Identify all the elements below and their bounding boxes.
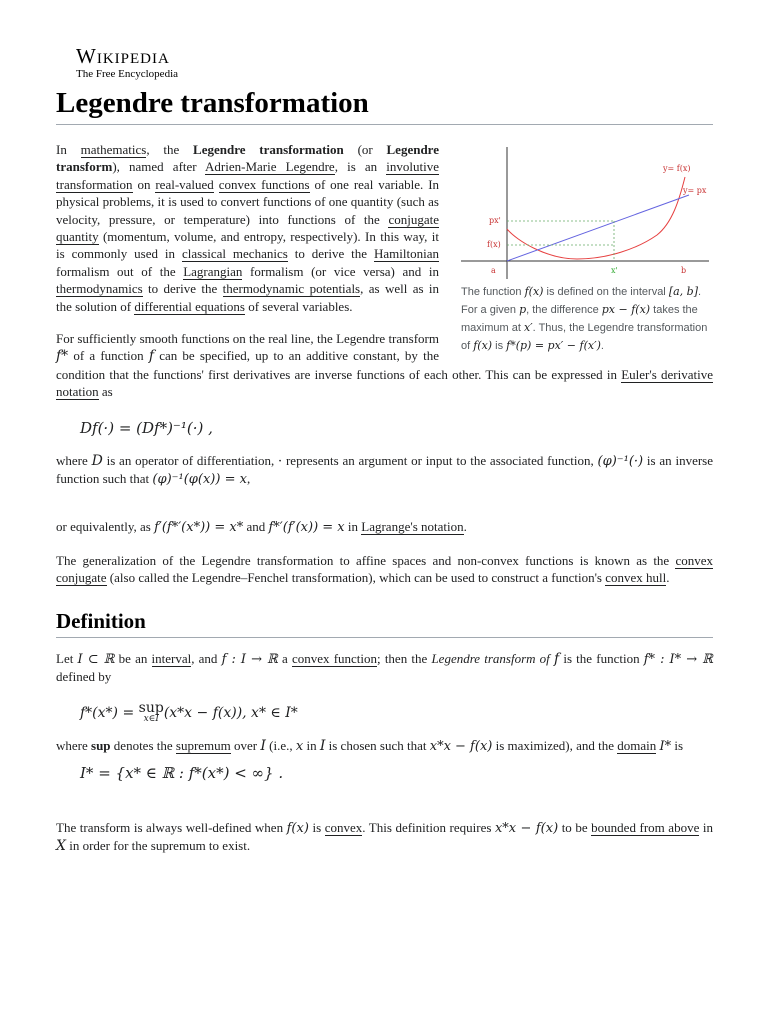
- link-supremum[interactable]: supremum: [175, 737, 231, 753]
- link-thermodynamics[interactable]: thermodynamics: [56, 281, 143, 297]
- link-convex-conjugate[interactable]: convex conjugate: [56, 552, 713, 586]
- link-convex-functions[interactable]: convex functions: [218, 176, 310, 192]
- paragraph-where-d: where D is an operator of differentiation, · represents an argument or input to the associated function, (φ)⁻¹(·) is an inverse function such that (φ)⁻¹(φ(x)) = x,: [56, 452, 713, 487]
- figure: [457, 141, 713, 355]
- label-y-fx: y= f(x): [663, 163, 691, 173]
- paragraph-generalization: The generalization of the Legendre transformation to affine spaces and non-convex functions is known as the convex conjugate (also called the Legendre–Fenchel transformation), which can be used to construct a function's convex hull.: [56, 552, 713, 586]
- label-a: a: [491, 265, 496, 275]
- label-b: b: [681, 265, 687, 275]
- page-title: Legendre transformation: [56, 88, 713, 125]
- link-euler-notation[interactable]: Euler's derivative notation: [56, 366, 713, 400]
- link-interval[interactable]: interval: [151, 650, 192, 666]
- link-convex-hull[interactable]: convex hull: [605, 570, 667, 586]
- link-transformation[interactable]: transformation: [56, 176, 133, 192]
- label-fx: f(x): [487, 239, 501, 249]
- link-conjugate-quantity[interactable]: conjugate quantity: [56, 211, 439, 244]
- equation-euler: Df(·) = (Df*)⁻¹(·) ,: [80, 418, 213, 437]
- paragraph-well-defined: The transform is always well-defined when f(x) is convex. This definition requires x*x − f(x) to be bounded from above in X in order for the supremum to exist.: [56, 820, 713, 855]
- equation-definition: f*(x*) = sup x∈I (x*x − f(x)), x* ∈ I*: [80, 699, 298, 724]
- label-y-px: y= px: [683, 185, 707, 195]
- link-thermodynamic-potentials[interactable]: thermodynamic potentials: [222, 281, 361, 297]
- equation-domain: I* = {x* ∈ ℝ : f*(x*) < ∞} .: [80, 764, 284, 783]
- link-convex-function[interactable]: convex function: [291, 650, 378, 666]
- paragraph-lagrange: or equivalently, as f′(f*′(x*)) = x* and f*′(f′(x)) = x in Lagrange's notation.: [56, 519, 467, 536]
- paragraph-definition: Let I ⊂ ℝ be an interval, and f : I → ℝ a convex function; then the Legendre transform of f is the function f* : I* → ℝ defined by: [56, 650, 713, 685]
- article: [56, 46, 713, 871]
- link-lagrange-notation[interactable]: Lagrange's notation: [361, 519, 464, 535]
- paragraph-smooth: For sufficiently smooth functions on the real line, the Legendre transform f* of a function f can be specified, up to an additive constant, by the condition that the functions' first derivatives are inverse functions of each other. This can be expressed in Euler's derivative notation as: [56, 330, 713, 400]
- label-px-prime: px': [489, 215, 501, 225]
- link-convex[interactable]: convex: [324, 820, 363, 836]
- line-px: [507, 195, 689, 261]
- intro-paragraph: In mathematics, the Legendre transformation (or Legendre transform), named after Adrien-Marie Legendre, is an involutive transformation on real-valued convex functions of one real variable. In physical problems, it is used to convert functions of one quantity (such as velocity, pressure, or temperature) into functions of the conjugate quantity (momentum, volume, and entropy, respectively). In this way, it is commonly used in classical mechanics to derive the Hamiltonian formalism out of the Lagrangian formalism (or vice versa) and in thermodynamics to derive the thermodynamic potentials, as well as in the solution of differential equations of several variables.: [56, 141, 440, 314]
- link-hamiltonian[interactable]: Hamiltonian: [374, 246, 440, 262]
- figure-caption: The function f(x) is defined on the interval [a, b]. For a given p, the difference px − f(x) takes the maximum at x′. Thus, the Legendre transformation of f(x) is f*(p) = px′ − f(x′).: [461, 284, 708, 352]
- link-involutive[interactable]: involutive: [386, 159, 439, 175]
- paragraph-where-sup: where sup denotes the supremum over I (i.e., x in I is chosen such that x*x − f(x) is maximized), and the domain I* is: [56, 737, 684, 754]
- logo-wordmark: Wikipedia: [76, 44, 170, 68]
- curve-fx: [507, 177, 685, 259]
- link-mathematics[interactable]: mathematics: [80, 141, 147, 157]
- link-differential-equations[interactable]: differential equations: [134, 298, 245, 314]
- section-heading-definition: Definition: [56, 609, 713, 638]
- legendre-diagram: [457, 141, 713, 283]
- wikipedia-logo[interactable]: [76, 46, 713, 80]
- link-legendre[interactable]: Adrien-Marie Legendre: [205, 159, 335, 175]
- label-x-prime: x': [611, 265, 618, 275]
- link-domain[interactable]: domain: [617, 737, 657, 753]
- link-bounded-from-above[interactable]: bounded from above: [591, 820, 700, 836]
- sup-operator: sup x∈I: [138, 699, 164, 724]
- logo-tagline: The Free Encyclopedia: [76, 68, 179, 80]
- link-real-valued[interactable]: real-valued: [155, 176, 214, 192]
- link-classical-mechanics[interactable]: classical mechanics: [181, 246, 288, 262]
- link-lagrangian[interactable]: Lagrangian: [183, 263, 243, 279]
